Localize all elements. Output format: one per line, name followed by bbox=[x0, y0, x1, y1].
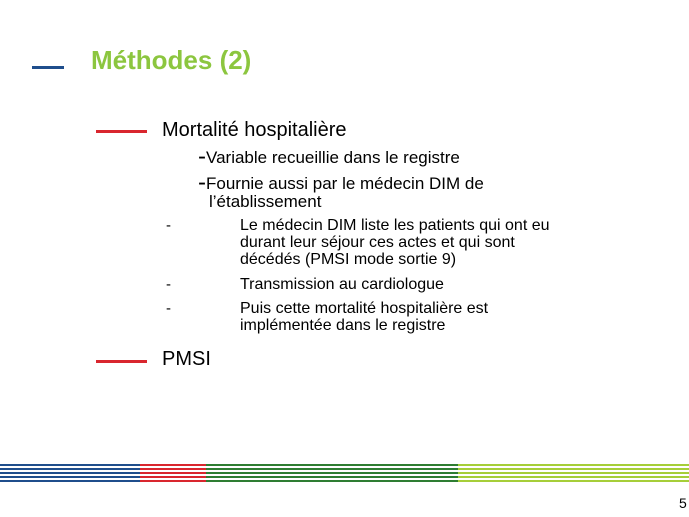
slide-title: Méthodes (2) bbox=[91, 45, 252, 75]
bullet-mortalite: Mortalité hospitalière bbox=[162, 119, 347, 141]
footer-stripes bbox=[0, 464, 689, 482]
stripe-dark-green-segment bbox=[206, 464, 458, 482]
subsub-line: durant leur séjour ces actes et qui sont bbox=[240, 234, 515, 251]
subsub-marker-3: - bbox=[166, 300, 171, 317]
subsub-marker-2: - bbox=[166, 276, 171, 293]
subsub-bullet-3 bbox=[240, 300, 660, 334]
bullet-marker-2 bbox=[96, 360, 147, 363]
sub-bullet-text: Fournie aussi par le médecin DIM de bbox=[206, 174, 484, 193]
subsub-marker-1: - bbox=[166, 217, 171, 234]
subsub-line: Le médecin DIM liste les patients qui ont eu bbox=[240, 217, 550, 234]
stripe-light-green-segment bbox=[458, 464, 689, 482]
sub-bullet-marker: - bbox=[198, 143, 206, 170]
subsub-line: décédés (PMSI mode sortie 9) bbox=[240, 251, 457, 268]
bullet-pmsi: PMSI bbox=[162, 348, 211, 370]
subsub-line: Puis cette mortalité hospitalière est bbox=[240, 300, 489, 317]
stripe-blue-segment bbox=[0, 464, 140, 482]
title-accent-line bbox=[32, 66, 64, 69]
sub-bullet-2 bbox=[198, 169, 484, 196]
subsub-line: implémentée dans le registre bbox=[240, 317, 446, 334]
bullet-marker-1 bbox=[96, 130, 147, 133]
subsub-line: Transmission au cardiologue bbox=[240, 276, 444, 293]
subsub-bullet-1 bbox=[240, 217, 660, 268]
sub-bullet-1 bbox=[198, 143, 460, 170]
sub-bullet-text: Variable recueillie dans le registre bbox=[206, 148, 460, 167]
sub-bullet-marker: - bbox=[198, 169, 206, 196]
subsub-bullet-2 bbox=[240, 276, 660, 293]
stripe-red-segment bbox=[140, 464, 206, 482]
sub-bullet-2-continuation: l’établissement bbox=[209, 192, 322, 211]
slide-number: 5 bbox=[679, 495, 687, 511]
